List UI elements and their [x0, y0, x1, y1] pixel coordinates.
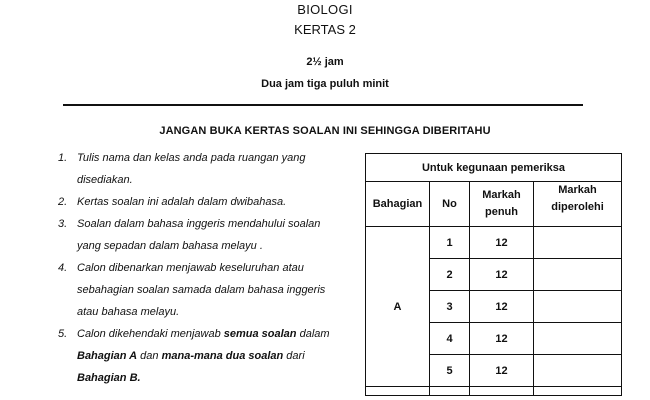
- full-marks: 12: [470, 291, 534, 323]
- full-marks: 12: [470, 323, 534, 355]
- table-row: [366, 227, 622, 259]
- marks-obtained-cell[interactable]: [534, 259, 622, 291]
- column-header-section: Bahagian: [366, 182, 430, 227]
- horizontal-divider: [63, 104, 583, 106]
- instruction-text: Calon dibenarkan menjawab keseluruhan atau: [77, 262, 304, 274]
- instruction-number: 3.: [58, 218, 68, 230]
- section-a-cell: A: [366, 227, 430, 387]
- instruction-number: 1.: [58, 152, 68, 164]
- marks-obtained-cell[interactable]: [534, 227, 622, 259]
- table-title: Untuk kegunaan pemeriksa: [366, 154, 622, 182]
- warning-notice: JANGAN BUKA KERTAS SOALAN INI SEHINGGA DIBERITAHU: [159, 125, 491, 137]
- instruction-text: Calon dikehendaki menjawab semua soalan dalam: [77, 328, 330, 340]
- duration-words: Dua jam tiga puluh minit: [261, 78, 389, 90]
- column-header-full-marks: Markah penuh: [470, 182, 534, 227]
- question-no: 4: [430, 323, 470, 355]
- instruction-text: Tulis nama dan kelas anda pada ruangan yang: [77, 152, 306, 164]
- full-marks: 12: [470, 227, 534, 259]
- marks-obtained-cell[interactable]: [534, 323, 622, 355]
- column-header-marks-obtained: Markah diperolehi: [534, 182, 622, 227]
- subject-title: BIOLOGI: [297, 2, 353, 17]
- full-marks: 12: [470, 355, 534, 387]
- examiner-table: [365, 153, 622, 396]
- question-no: 3: [430, 291, 470, 323]
- instruction-number: 5.: [58, 328, 68, 340]
- question-no: 2: [430, 259, 470, 291]
- table-cell: [430, 387, 470, 396]
- question-no: 1: [430, 227, 470, 259]
- paper-title: KERTAS 2: [294, 22, 356, 37]
- table-cell: [534, 387, 622, 396]
- instruction-number: 4.: [58, 262, 68, 274]
- full-marks: 12: [470, 259, 534, 291]
- instruction-text: sebahagian soalan samada dalam bahasa inggeris: [77, 284, 326, 296]
- question-no: 5: [430, 355, 470, 387]
- instruction-text: Bahagian A dan mana-mana dua soalan dari: [77, 350, 305, 362]
- column-header-no: No: [430, 182, 470, 227]
- table-row: [366, 387, 622, 396]
- instruction-text: atau bahasa melayu.: [77, 306, 180, 318]
- marks-obtained-cell[interactable]: [534, 355, 622, 387]
- marks-obtained-cell[interactable]: [534, 291, 622, 323]
- instruction-text: disediakan.: [77, 174, 133, 186]
- table-cell: [366, 387, 430, 396]
- table-cell: [470, 387, 534, 396]
- instruction-text: Kertas soalan ini adalah dalam dwibahasa.: [77, 196, 287, 208]
- duration: 2½ jam: [306, 56, 344, 68]
- instruction-text: Soalan dalam bahasa inggeris mendahului soalan: [77, 218, 321, 230]
- instruction-number: 2.: [58, 196, 68, 208]
- instruction-text: yang sepadan dalam bahasa melayu .: [77, 240, 263, 252]
- instruction-text: Bahagian B.: [77, 372, 141, 384]
